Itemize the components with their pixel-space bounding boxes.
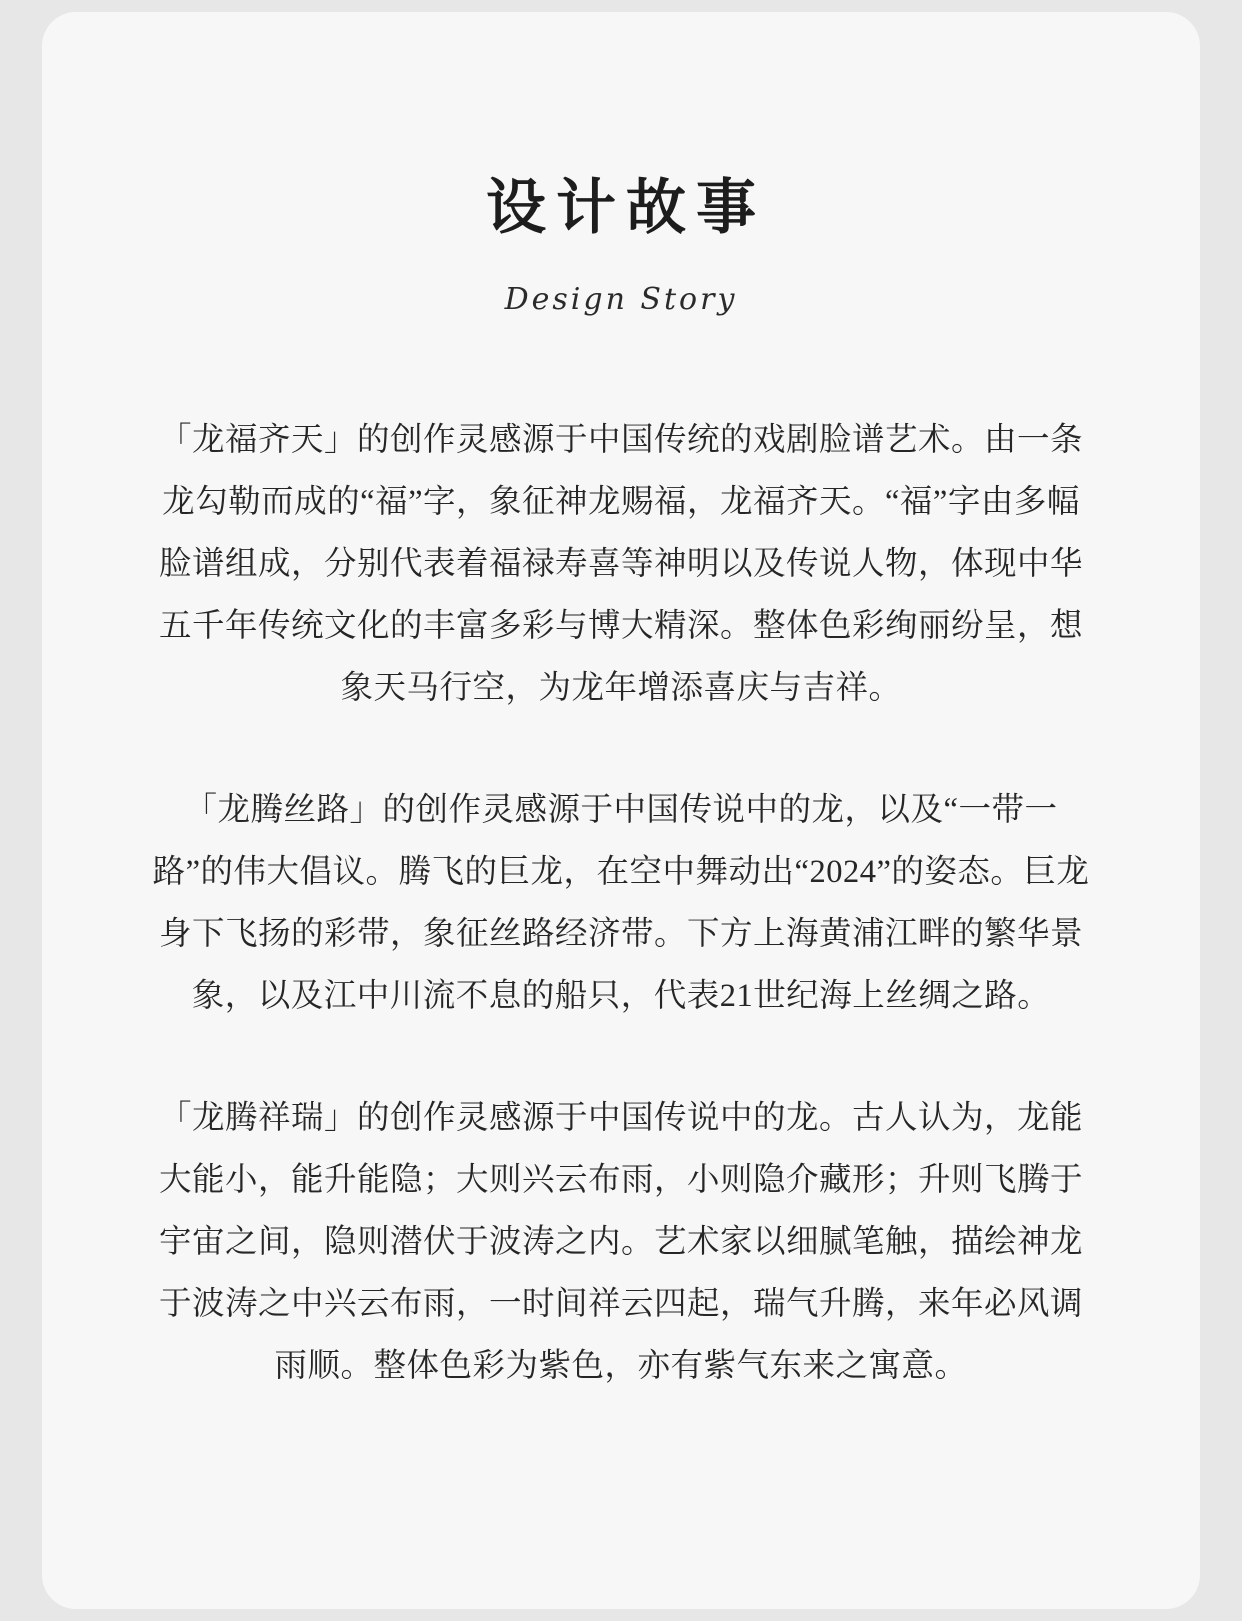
card-content xyxy=(42,12,1200,1397)
story-body xyxy=(152,409,1090,1397)
page-title: 设计故事 xyxy=(486,175,766,241)
title-block xyxy=(152,12,1090,317)
story-paragraph: 「龙福齐天」的创作灵感源于中国传统的戏剧脸谱艺术。由一条龙勾勒而成的“福”字，象征神龙赐福，龙福齐天。“福”字由多幅脸谱组成，分别代表着福禄寿喜等神明以及传说人物，体现中华五千年传统文化的丰富多彩与博大精深。整体色彩绚丽纷呈，想象天马行空，为龙年增添喜庆与吉祥。 xyxy=(158,422,1083,706)
story-paragraph: 「龙腾丝路」的创作灵感源于中国传说中的龙，以及“一带一路”的伟大倡议。腾飞的巨龙，在空中舞动出“2024”的姿态。巨龙身下飞扬的彩带，象征丝路经济带。下方上海黄浦江畔的繁华景象，以及江中川流不息的船只，代表21世纪海上丝绸之路。 xyxy=(152,792,1090,1014)
story-paragraph: 「龙腾祥瑞」的创作灵感源于中国传说中的龙。古人认为，龙能大能小，能升能隐；大则兴云布雨，小则隐介藏形；升则飞腾于宇宙之间，隐则潜伏于波涛之内。艺术家以细腻笔触，描绘神龙于波涛之中兴云布雨，一时间祥云四起，瑞气升腾，来年必风调雨顺。整体色彩为紫色，亦有紫气东来之寓意。 xyxy=(158,1100,1083,1384)
page-subtitle: Design Story xyxy=(504,282,738,317)
design-story-card xyxy=(42,12,1200,1609)
